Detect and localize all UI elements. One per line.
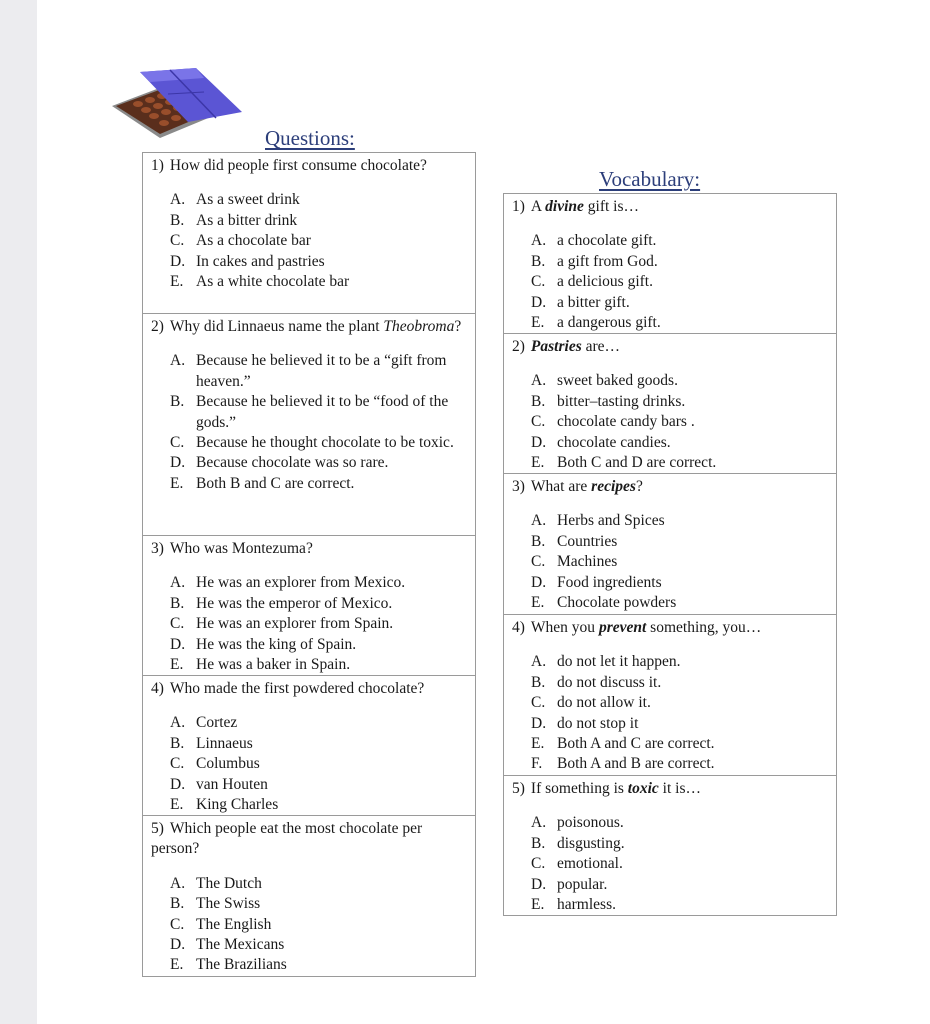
vocab-keyword: prevent <box>598 619 647 636</box>
answer-option[interactable]: E. Chocolate powders <box>531 594 677 612</box>
answer-option[interactable]: A. a chocolate gift. <box>531 232 657 250</box>
vocab-keyword: toxic <box>627 780 659 797</box>
answer-option[interactable]: C. Because he thought chocolate to be toxic. <box>170 434 454 452</box>
answer-option[interactable]: D. Because chocolate was so rare. <box>170 454 389 472</box>
answer-option[interactable]: A. Because he believed it to be a “gift from heaven.” <box>170 352 447 390</box>
answer-option[interactable]: D. The Mexicans <box>170 936 285 954</box>
answer-option[interactable]: B. do not discuss it. <box>531 673 662 691</box>
answer-option[interactable]: E. As a white chocolate bar <box>170 273 350 291</box>
vocab-question-text: 3) What are recipes? <box>512 478 643 495</box>
answer-option[interactable]: A. sweet baked goods. <box>531 372 678 390</box>
answer-option[interactable]: B. disgusting. <box>531 834 625 852</box>
chocolate-box-illustration <box>108 66 244 140</box>
answer-option[interactable]: A. Herbs and Spices <box>531 512 665 530</box>
answer-option[interactable]: B. He was the emperor of Mexico. <box>170 594 393 612</box>
answer-option[interactable]: E. Both C and D are correct. <box>531 454 717 472</box>
question-block-1 <box>142 152 476 314</box>
answer-option[interactable]: A. do not let it happen. <box>531 653 681 671</box>
answer-option[interactable]: E. King Charles <box>170 796 279 814</box>
questions-title: Questions: <box>265 126 355 150</box>
vocab-question-text: 1) A divine gift is… <box>512 198 640 215</box>
answer-option[interactable]: B. a gift from God. <box>531 252 658 270</box>
answer-option[interactable]: C. a delicious gift. <box>531 273 653 291</box>
question-text: 5) Which people eat the most chocolate per person? <box>151 820 423 858</box>
vocab-question-text: 4) When you prevent something, you… <box>512 619 762 636</box>
answer-option[interactable]: B. bitter–tasting drinks. <box>531 392 686 410</box>
answer-option[interactable]: D. a bitter gift. <box>531 293 630 311</box>
answer-option[interactable]: C. do not allow it. <box>531 694 651 712</box>
answer-option[interactable]: A. As a sweet drink <box>170 191 300 209</box>
vocab-keyword: recipes <box>591 478 636 495</box>
question-block-5 <box>142 816 476 977</box>
answer-option[interactable]: A. Cortez <box>170 714 238 732</box>
answer-option[interactable]: E. The Brazilians <box>170 956 287 974</box>
question-text: 4) Who made the first powdered chocolate? <box>151 680 425 697</box>
answer-option[interactable]: F. Both A and B are correct. <box>531 755 715 773</box>
questions-column <box>142 152 476 977</box>
answer-option[interactable]: B. Linnaeus <box>170 734 253 752</box>
vocabulary-title: Vocabulary: <box>599 167 701 191</box>
answer-option[interactable]: C. Columbus <box>170 755 260 773</box>
question-block-3 <box>142 536 476 676</box>
answer-option[interactable]: B. Because he believed it to be “food of the gods.” <box>170 393 449 431</box>
vocab-block-3 <box>503 474 837 615</box>
answer-option[interactable]: A. poisonous. <box>531 814 624 832</box>
vocab-block-1 <box>503 193 837 334</box>
vocab-question-text: 5) If something is toxic it is… <box>512 780 701 797</box>
answer-option[interactable]: B. Countries <box>531 532 618 550</box>
question-text: 2) Why did Linnaeus name the plant Theobroma? <box>151 318 462 335</box>
vocab-block-5 <box>503 776 837 916</box>
vocabulary-column <box>503 193 837 916</box>
question-block-2 <box>142 314 476 536</box>
answer-option[interactable]: E. Both A and C are correct. <box>531 735 715 753</box>
answer-option[interactable]: C. chocolate candy bars . <box>531 413 695 431</box>
question-text: 3) Who was Montezuma? <box>151 540 313 557</box>
vocab-keyword: divine <box>545 198 584 215</box>
answer-option[interactable]: C. Machines <box>531 553 618 571</box>
answer-option[interactable]: D. popular. <box>531 875 608 893</box>
answer-option[interactable]: C. emotional. <box>531 855 623 873</box>
question-block-4 <box>142 676 476 816</box>
answer-option[interactable]: C. As a chocolate bar <box>170 232 311 250</box>
vocab-question-text: 2) Pastries are… <box>512 338 621 355</box>
answer-option[interactable]: B. The Swiss <box>170 895 261 913</box>
answer-option[interactable]: E. Both B and C are correct. <box>170 474 355 492</box>
vocab-keyword: Pastries <box>530 338 582 355</box>
vocab-block-2 <box>503 334 837 474</box>
answer-option[interactable]: D. van Houten <box>170 775 268 793</box>
answer-option[interactable]: D. He was the king of Spain. <box>170 635 357 653</box>
vocab-block-4 <box>503 615 837 776</box>
answer-option[interactable]: E. He was a baker in Spain. <box>170 656 351 674</box>
answer-option[interactable]: E. a dangerous gift. <box>531 314 661 332</box>
answer-option[interactable]: D. do not stop it <box>531 714 639 732</box>
answer-option[interactable]: D. Food ingredients <box>531 573 662 591</box>
question-text: 1) How did people first consume chocolate? <box>151 157 427 174</box>
answer-option[interactable]: A. He was an explorer from Mexico. <box>170 574 406 592</box>
answer-option[interactable]: D. In cakes and pastries <box>170 252 325 270</box>
answer-option[interactable]: C. The English <box>170 915 272 933</box>
answer-option[interactable]: B. As a bitter drink <box>170 211 298 229</box>
answer-option[interactable]: C. He was an explorer from Spain. <box>170 615 394 633</box>
answer-option[interactable]: A. The Dutch <box>170 874 262 892</box>
answer-option[interactable]: D. chocolate candies. <box>531 433 671 451</box>
answer-option[interactable]: E. harmless. <box>531 896 616 914</box>
